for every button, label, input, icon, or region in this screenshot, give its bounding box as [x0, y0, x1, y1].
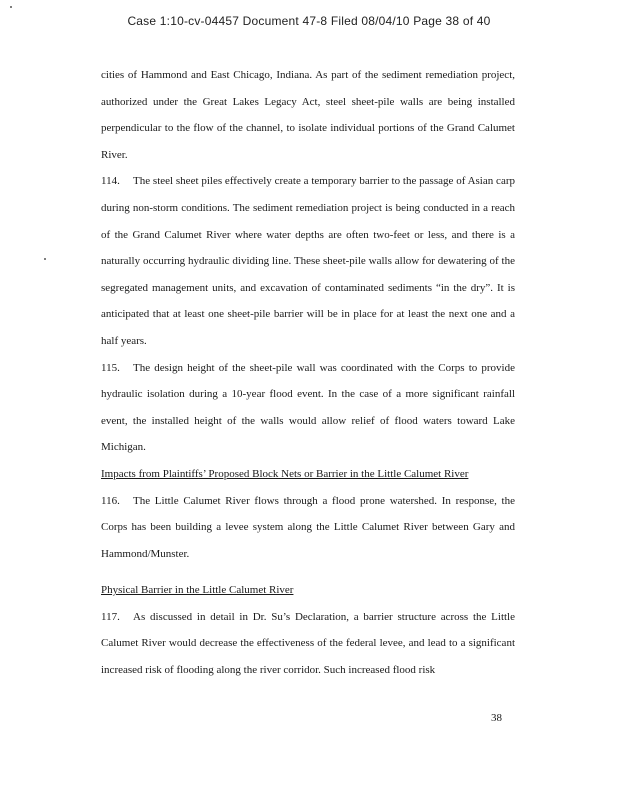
paragraph-number: 117. [101, 610, 120, 623]
paragraph-117 [101, 604, 515, 684]
document-body [101, 62, 515, 684]
court-filing-header: Case 1:10-cv-04457 Document 47-8 Filed 08/04/10 Page 38 of 40 [127, 14, 491, 28]
paragraph-number: 115. [101, 361, 120, 374]
section-heading-physical-barrier: Physical Barrier in the Little Calumet River [101, 584, 294, 597]
paragraph-continuation [101, 62, 515, 168]
scan-speck [44, 258, 46, 260]
section-heading-impacts: Impacts from Plaintiffs’ Proposed Block Nets or Barrier in the Little Calumet River [101, 467, 469, 480]
paragraph-116 [101, 488, 515, 568]
paragraph-text: cities of Hammond and East Chicago, Indiana. As part of the sediment remediation project, authorized under the Great Lakes Legacy Act, steel sheet-pile walls are being installed perpendicular to the flow of the channel, to isolate individual portions of the Grand Calumet River. [101, 69, 515, 161]
paragraph-115 [101, 355, 515, 461]
paragraph-text: As discussed in detail in Dr. Su’s Declaration, a barrier structure across the Little Calumet River would decrease the effectiveness of the federal levee, and lead to a significant increased risk of flooding along the river corridor. Such increased flood risk [101, 610, 515, 677]
page-number: 38 [491, 712, 502, 724]
paragraph-text: The design height of the sheet-pile wall was coordinated with the Corps to provide hydraulic isolation during a 10-year flood event. In the case of a more significant rainfall event, the installed height of the walls would allow relief of flood waters toward Lake Michigan. [101, 361, 515, 454]
paragraph-114 [101, 168, 515, 354]
paragraph-text: The steel sheet piles effectively create a temporary barrier to the passage of Asian carp during non-storm conditions. The sediment remediation project is being conducted in a reach of the Grand Calumet River where water depths are often two-feet or less, and there is a naturally occurring hydraulic dividing line. These sheet-pile walls allow for dewatering of the segregated management units, and excavation of contaminated sediments “in the dry”. It is anticipated that at least one sheet-pile barrier will be in place for at least the next one and a half years. [101, 175, 515, 347]
paragraph-text: The Little Calumet River flows through a flood prone watershed. In response, the Corps has been building a levee system along the Little Calumet River between Gary and Hammond/Munster. [101, 494, 515, 560]
paragraph-number: 114. [101, 175, 120, 188]
paragraph-number: 116. [101, 494, 120, 507]
scan-speck [10, 6, 12, 8]
